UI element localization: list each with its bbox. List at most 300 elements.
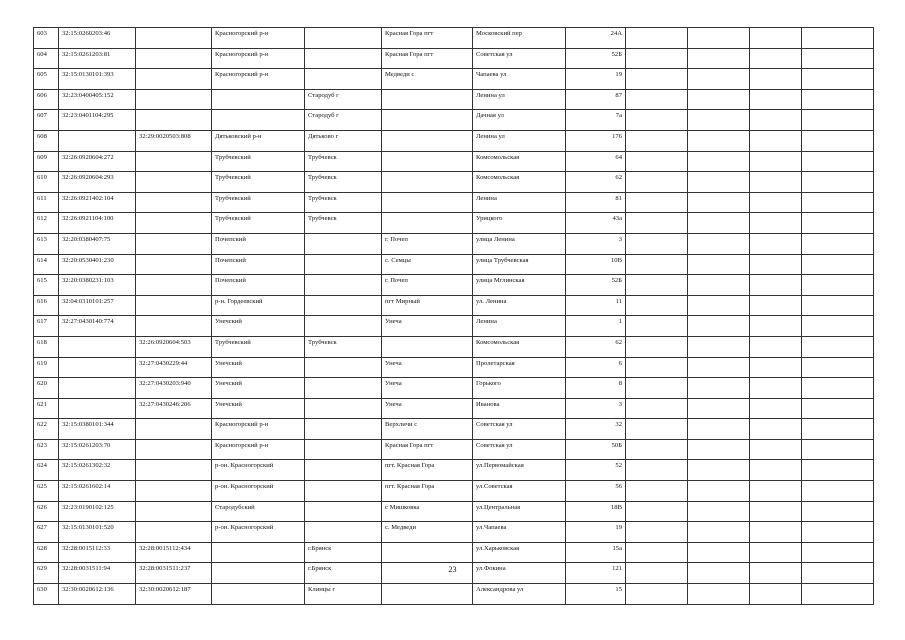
row-number-cell: 613 [34, 233, 59, 254]
city-cell [305, 275, 382, 296]
cadastral-number-2-cell [136, 110, 212, 131]
empty-cell [750, 213, 802, 234]
empty-cell [626, 69, 688, 90]
empty-cell [626, 460, 688, 481]
table-row [34, 584, 874, 605]
settlement-cell [382, 89, 473, 110]
city-cell [305, 69, 382, 90]
cadastral-number-2-cell [136, 48, 212, 69]
cadastral-number-1-cell: 32:20:0380231:103 [59, 275, 136, 296]
empty-cell [750, 151, 802, 172]
district-cell: Унечский [212, 378, 305, 399]
empty-cell [802, 192, 874, 213]
house-number-cell: 7а [566, 110, 626, 131]
district-cell: Трубчевский [212, 172, 305, 193]
empty-cell [626, 130, 688, 151]
district-cell: Унечский [212, 316, 305, 337]
empty-cell [688, 213, 750, 234]
house-number-cell: 19 [566, 69, 626, 90]
empty-cell [688, 460, 750, 481]
district-cell [212, 542, 305, 563]
row-number-cell: 620 [34, 378, 59, 399]
empty-cell [688, 584, 750, 605]
empty-cell [626, 336, 688, 357]
empty-cell [688, 192, 750, 213]
house-number-cell: 19 [566, 522, 626, 543]
cadastral-number-1-cell: 32:26:0921104:100 [59, 213, 136, 234]
street-cell: Урицкого [473, 213, 566, 234]
settlement-cell: Унеча [382, 378, 473, 399]
empty-cell [688, 481, 750, 502]
settlement-cell: пгт. Красная Гора [382, 460, 473, 481]
empty-cell [802, 48, 874, 69]
city-cell: Дятьково г [305, 130, 382, 151]
empty-cell [626, 398, 688, 419]
house-number-cell: 8 [566, 378, 626, 399]
empty-cell [688, 336, 750, 357]
empty-cell [802, 110, 874, 131]
empty-cell [626, 584, 688, 605]
row-number-cell: 604 [34, 48, 59, 69]
empty-cell [626, 522, 688, 543]
table-row [34, 275, 874, 296]
page-number: 23 [448, 565, 457, 574]
district-cell: р-он. Красногорский [212, 522, 305, 543]
row-number-cell: 615 [34, 275, 59, 296]
settlement-cell: Верхличи с [382, 419, 473, 440]
house-number-cell: 62 [566, 172, 626, 193]
street-cell: Чапаева ул [473, 69, 566, 90]
table-row [34, 89, 874, 110]
city-cell: Трубчевск [305, 213, 382, 234]
settlement-cell: с. Медведи [382, 522, 473, 543]
city-cell [305, 28, 382, 49]
district-cell: р-он. Красногорский [212, 481, 305, 502]
empty-cell [626, 213, 688, 234]
table-row [34, 419, 874, 440]
empty-cell [688, 439, 750, 460]
empty-cell [688, 542, 750, 563]
cadastral-number-1-cell: 32:26:0920604:293 [59, 172, 136, 193]
cadastral-number-2-cell: 32:28:0015112:434 [136, 542, 212, 563]
row-number-cell: 610 [34, 172, 59, 193]
table-row [34, 357, 874, 378]
table-row [34, 130, 874, 151]
cadastral-number-1-cell: 32:20:0530401:230 [59, 254, 136, 275]
district-cell: р-он. Красногорский [212, 460, 305, 481]
cadastral-number-2-cell [136, 460, 212, 481]
district-cell: Унечский [212, 357, 305, 378]
row-number-cell: 617 [34, 316, 59, 337]
street-cell: Иванова [473, 398, 566, 419]
settlement-cell: пгт Мирный [382, 295, 473, 316]
table-row [34, 542, 874, 563]
cadastral-number-2-cell [136, 192, 212, 213]
empty-cell [750, 522, 802, 543]
house-number-cell: 56 [566, 481, 626, 502]
city-cell [305, 522, 382, 543]
empty-cell [750, 233, 802, 254]
table-row [34, 48, 874, 69]
house-number-cell: 3 [566, 398, 626, 419]
cadastral-number-1-cell: 32:23:0401104:295 [59, 110, 136, 131]
empty-cell [750, 460, 802, 481]
cadastral-number-1-cell: 32:26:0921402:104 [59, 192, 136, 213]
cadastral-number-1-cell [59, 398, 136, 419]
settlement-cell: Унеча [382, 398, 473, 419]
cadastral-number-1-cell: 32:15:0261203:81 [59, 48, 136, 69]
city-cell: Стародуб г [305, 89, 382, 110]
row-number-cell: 618 [34, 336, 59, 357]
row-number-cell: 630 [34, 584, 59, 605]
empty-cell [802, 542, 874, 563]
street-cell: Комсомольская [473, 336, 566, 357]
empty-cell [750, 542, 802, 563]
street-cell: Комсомольская [473, 151, 566, 172]
table-body [34, 28, 874, 605]
registry-table [33, 27, 874, 605]
empty-cell [688, 357, 750, 378]
empty-cell [750, 398, 802, 419]
empty-cell [626, 48, 688, 69]
table-row [34, 336, 874, 357]
empty-cell [688, 48, 750, 69]
house-number-cell: 15а [566, 542, 626, 563]
street-cell: ул.Первомайская [473, 460, 566, 481]
cadastral-number-1-cell: 32:23:0190102:125 [59, 501, 136, 522]
row-number-cell: 629 [34, 563, 59, 584]
house-number-cell: 50Б [566, 439, 626, 460]
house-number-cell: 87 [566, 89, 626, 110]
table-row [34, 69, 874, 90]
empty-cell [626, 481, 688, 502]
cadastral-number-2-cell [136, 254, 212, 275]
city-cell: Трубчевск [305, 151, 382, 172]
street-cell: улица Трубчевская [473, 254, 566, 275]
empty-cell [750, 584, 802, 605]
table-row [34, 295, 874, 316]
empty-cell [688, 378, 750, 399]
table-row [34, 110, 874, 131]
empty-cell [750, 89, 802, 110]
cadastral-number-2-cell [136, 28, 212, 49]
empty-cell [750, 336, 802, 357]
row-number-cell: 616 [34, 295, 59, 316]
empty-cell [750, 48, 802, 69]
settlement-cell: Унеча [382, 357, 473, 378]
cadastral-number-2-cell [136, 295, 212, 316]
empty-cell [688, 130, 750, 151]
empty-cell [802, 89, 874, 110]
table-row [34, 398, 874, 419]
cadastral-number-1-cell: 32:15:0130101:393 [59, 69, 136, 90]
settlement-cell [382, 213, 473, 234]
street-cell: ул.Чапаева [473, 522, 566, 543]
empty-cell [626, 172, 688, 193]
cadastral-number-2-cell [136, 419, 212, 440]
house-number-cell: 3 [566, 233, 626, 254]
district-cell: Трубчевский [212, 336, 305, 357]
settlement-cell [382, 542, 473, 563]
empty-cell [688, 398, 750, 419]
empty-cell [802, 130, 874, 151]
district-cell: р-н. Гордеевский [212, 295, 305, 316]
empty-cell [802, 254, 874, 275]
district-cell: Трубчевский [212, 213, 305, 234]
cadastral-number-2-cell [136, 275, 212, 296]
street-cell: ул. Ленина [473, 295, 566, 316]
empty-cell [688, 295, 750, 316]
cadastral-number-1-cell: 32:28:0015112:33 [59, 542, 136, 563]
cadastral-number-1-cell: 32:27:0430140:774 [59, 316, 136, 337]
empty-cell [802, 151, 874, 172]
empty-cell [802, 295, 874, 316]
settlement-cell [382, 172, 473, 193]
street-cell: ул.Фокина [473, 563, 566, 584]
house-number-cell: 43а [566, 213, 626, 234]
city-cell: Трубчевск [305, 336, 382, 357]
street-cell: ул.Советская [473, 481, 566, 502]
settlement-cell [382, 584, 473, 605]
table-row [34, 439, 874, 460]
empty-cell [626, 254, 688, 275]
street-cell: Советская ул [473, 419, 566, 440]
cadastral-number-1-cell [59, 130, 136, 151]
empty-cell [688, 69, 750, 90]
settlement-cell: Медведи с [382, 69, 473, 90]
settlement-cell [382, 151, 473, 172]
row-number-cell: 606 [34, 89, 59, 110]
empty-cell [626, 110, 688, 131]
settlement-cell: с. Семцы [382, 254, 473, 275]
street-cell: Александрова ул [473, 584, 566, 605]
cadastral-number-1-cell [59, 357, 136, 378]
settlement-cell: г. Почеп [382, 233, 473, 254]
house-number-cell: 32 [566, 419, 626, 440]
row-number-cell: 628 [34, 542, 59, 563]
cadastral-number-2-cell [136, 501, 212, 522]
city-cell [305, 481, 382, 502]
city-cell [305, 357, 382, 378]
empty-cell [802, 172, 874, 193]
street-cell: Советская ул [473, 439, 566, 460]
empty-cell [750, 172, 802, 193]
table-row [34, 192, 874, 213]
house-number-cell: 6 [566, 357, 626, 378]
table-row [34, 28, 874, 49]
empty-cell [802, 481, 874, 502]
row-number-cell: 619 [34, 357, 59, 378]
house-number-cell: 121 [566, 563, 626, 584]
cadastral-number-1-cell [59, 336, 136, 357]
table-row [34, 460, 874, 481]
table-row [34, 481, 874, 502]
empty-cell [688, 275, 750, 296]
empty-cell [802, 378, 874, 399]
empty-cell [802, 275, 874, 296]
row-number-cell: 627 [34, 522, 59, 543]
cadastral-number-1-cell: 32:26:0920604:272 [59, 151, 136, 172]
table-row [34, 151, 874, 172]
settlement-cell: Красная Гора пгт [382, 28, 473, 49]
cadastral-number-1-cell: 32:30:0020612:136 [59, 584, 136, 605]
empty-cell [750, 501, 802, 522]
cadastral-number-2-cell [136, 69, 212, 90]
table-row [34, 233, 874, 254]
district-cell: Красногорский р-н [212, 48, 305, 69]
settlement-cell [382, 192, 473, 213]
city-cell [305, 460, 382, 481]
house-number-cell: 15 [566, 584, 626, 605]
house-number-cell: 24А [566, 28, 626, 49]
row-number-cell: 626 [34, 501, 59, 522]
empty-cell [688, 522, 750, 543]
empty-cell [750, 275, 802, 296]
street-cell: Ленина [473, 192, 566, 213]
empty-cell [750, 69, 802, 90]
empty-cell [750, 357, 802, 378]
city-cell [305, 398, 382, 419]
empty-cell [688, 89, 750, 110]
cadastral-number-2-cell [136, 481, 212, 502]
house-number-cell: 52Б [566, 275, 626, 296]
table-row [34, 378, 874, 399]
cadastral-number-2-cell [136, 172, 212, 193]
empty-cell [688, 316, 750, 337]
settlement-cell [382, 336, 473, 357]
district-cell: Красногорский р-н [212, 439, 305, 460]
empty-cell [802, 28, 874, 49]
empty-cell [688, 501, 750, 522]
settlement-cell: Красная Гора пгт [382, 439, 473, 460]
city-cell: Трубчевск [305, 172, 382, 193]
row-number-cell: 614 [34, 254, 59, 275]
district-cell: Красногорский р-н [212, 419, 305, 440]
city-cell: Клинцы г [305, 584, 382, 605]
empty-cell [802, 336, 874, 357]
row-number-cell: 603 [34, 28, 59, 49]
empty-cell [750, 28, 802, 49]
empty-cell [626, 151, 688, 172]
street-cell: ул.Центральная [473, 501, 566, 522]
empty-cell [626, 295, 688, 316]
district-cell: Стародубский [212, 501, 305, 522]
empty-cell [750, 439, 802, 460]
empty-cell [626, 439, 688, 460]
table-row [34, 522, 874, 543]
row-number-cell: 622 [34, 419, 59, 440]
empty-cell [688, 254, 750, 275]
city-cell: Стародуб г [305, 110, 382, 131]
empty-cell [802, 233, 874, 254]
house-number-cell: 81 [566, 192, 626, 213]
cadastral-number-2-cell: 32:30:0020612:187 [136, 584, 212, 605]
district-cell: Красногорский р-н [212, 69, 305, 90]
empty-cell [802, 69, 874, 90]
row-number-cell: 608 [34, 130, 59, 151]
street-cell: Дачная ул [473, 110, 566, 131]
cadastral-number-1-cell: 32:15:0380101:344 [59, 419, 136, 440]
empty-cell [750, 254, 802, 275]
empty-cell [626, 233, 688, 254]
cadastral-number-2-cell [136, 213, 212, 234]
empty-cell [802, 357, 874, 378]
city-cell [305, 501, 382, 522]
city-cell [305, 295, 382, 316]
district-cell: Трубчевский [212, 192, 305, 213]
city-cell [305, 48, 382, 69]
empty-cell [802, 501, 874, 522]
city-cell [305, 439, 382, 460]
empty-cell [626, 89, 688, 110]
row-number-cell: 621 [34, 398, 59, 419]
cadastral-number-1-cell: 32:04:0310101:257 [59, 295, 136, 316]
cadastral-number-2-cell: 32:27:0430229:44 [136, 357, 212, 378]
empty-cell [750, 481, 802, 502]
empty-cell [626, 275, 688, 296]
cadastral-number-1-cell: 32:15:0130101:520 [59, 522, 136, 543]
empty-cell [626, 192, 688, 213]
empty-cell [626, 28, 688, 49]
empty-cell [688, 28, 750, 49]
row-number-cell: 605 [34, 69, 59, 90]
cadastral-number-2-cell: 32:27:0430203:940 [136, 378, 212, 399]
street-cell: Советская ул [473, 48, 566, 69]
city-cell [305, 254, 382, 275]
street-cell: Московский пер [473, 28, 566, 49]
cadastral-number-1-cell: 32:15:0260203:46 [59, 28, 136, 49]
house-number-cell: 1 [566, 316, 626, 337]
settlement-cell: с Мишковка [382, 501, 473, 522]
settlement-cell: пгт. Красная Гора [382, 481, 473, 502]
settlement-cell [382, 130, 473, 151]
empty-cell [750, 378, 802, 399]
city-cell: Трубчевск [305, 192, 382, 213]
district-cell: Красногорский р-н [212, 28, 305, 49]
empty-cell [626, 419, 688, 440]
district-cell: Унечский [212, 398, 305, 419]
street-cell: улица Мглинская [473, 275, 566, 296]
row-number-cell: 611 [34, 192, 59, 213]
district-cell [212, 584, 305, 605]
empty-cell [750, 192, 802, 213]
cadastral-number-2-cell [136, 316, 212, 337]
street-cell: Ленина ул [473, 130, 566, 151]
row-number-cell: 612 [34, 213, 59, 234]
cadastral-number-1-cell: 32:20:0380407:75 [59, 233, 136, 254]
district-cell [212, 89, 305, 110]
cadastral-number-2-cell [136, 439, 212, 460]
empty-cell [688, 172, 750, 193]
empty-cell [626, 378, 688, 399]
settlement-cell: Унеча [382, 316, 473, 337]
house-number-cell: 62 [566, 336, 626, 357]
street-cell: улица Ленина [473, 233, 566, 254]
cadastral-number-2-cell: 32:27:0430246:206 [136, 398, 212, 419]
empty-cell [802, 584, 874, 605]
cadastral-number-1-cell: 32:23:0400405:152 [59, 89, 136, 110]
row-number-cell: 607 [34, 110, 59, 131]
street-cell: Ленина [473, 316, 566, 337]
table-row [34, 213, 874, 234]
house-number-cell: 11 [566, 295, 626, 316]
empty-cell [626, 316, 688, 337]
district-cell: Дятьковский р-н [212, 130, 305, 151]
city-cell [305, 316, 382, 337]
street-cell: Горького [473, 378, 566, 399]
district-cell: Трубчевский [212, 151, 305, 172]
table-row [34, 501, 874, 522]
